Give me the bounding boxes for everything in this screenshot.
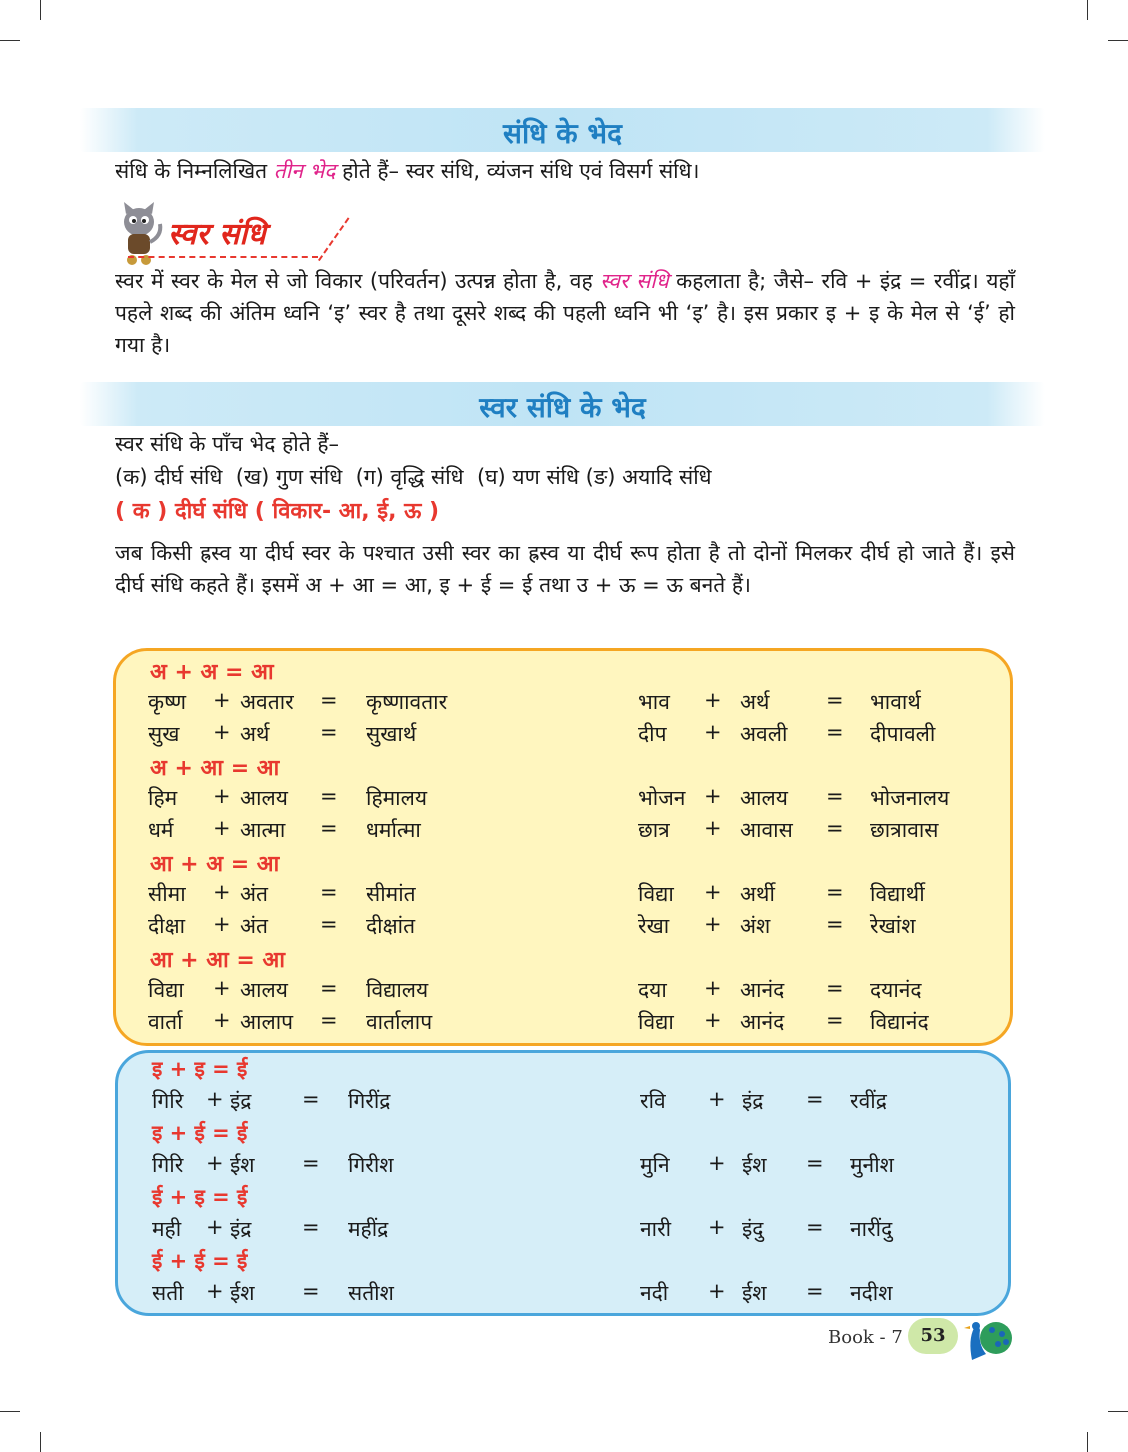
plus-sign: + [206,1279,224,1303]
word-2: अंश [740,914,771,938]
equals-sign: = [806,1215,824,1239]
dirgh-sandhi-paragraph: जब किसी ह्रस्व या दीर्घ स्वर के पश्चात उसी स्वर का ह्रस्व या दीर्घ रूप होता है तो दोनों मिलकर दीर्घ हो जाते हैं। इसे दीर्घ संधि कहते हैं। इसमें अ + आ = आ, इ + ई = ई तथा उ + ऊ = ऊ बनते हैं। [115,541,1015,597]
word-2: अंत [240,914,269,938]
rule-heading: ई + ई = ई [152,1249,248,1273]
word-2: ईश [742,1281,767,1305]
plus-sign: + [206,1151,224,1175]
word-1: भाव [638,690,670,714]
word-2: अवतार [240,690,294,714]
word-1: भोजन [638,786,686,810]
word-2: आलय [240,786,288,810]
plus-sign: + [206,1087,224,1111]
result-word: सीमांत [366,882,416,906]
word-1: विद्या [638,1010,674,1034]
plus-sign: + [213,976,231,1000]
plus-sign: + [708,1087,726,1111]
result-word: नदीश [850,1281,893,1305]
rule-heading: आ + आ = आ [150,948,285,973]
plus-sign: + [704,912,722,936]
plus-sign: + [213,1008,231,1032]
plus-sign: + [708,1215,726,1239]
word-1: रवि [640,1089,666,1113]
word-2: आवास [740,818,793,842]
word-1: दीक्षा [148,914,186,938]
result-word: विद्यालय [366,978,429,1002]
intro-text: होते हैं– स्वर संधि, व्यंजन संधि एवं विसर्ग संधि। [335,159,700,183]
plus-sign: + [708,1279,726,1303]
equals-sign: = [320,720,338,744]
result-word: छात्रावास [870,818,939,842]
result-word: दीपावली [870,722,936,746]
paragraph-text: कहलाता है; जैसे– रवि + इंद्र = रवींद्र। यहाँ पहले शब्द की अंतिम ध्वनि ‘इ’ स्वर है तथा दूसरे शब्द की पहली ध्वनि भी ‘इ’ है। इस प्रकार इ + इ के मेल से ‘ई’ हो गया है। [115,269,1015,357]
word-1: कृष्ण [148,690,187,714]
word-1: छात्र [638,818,670,842]
types-list: (क) दीर्घ संधि (ख) गुण संधि (ग) वृद्धि संधि (घ) यण संधि (ङ) अयादि संधि [115,465,712,489]
word-1: हिम [148,786,178,810]
result-word: विद्यार्थी [870,882,925,906]
equals-sign: = [320,976,338,1000]
equals-sign: = [320,880,338,904]
equals-sign: = [806,1279,824,1303]
equals-sign: = [302,1151,320,1175]
equals-sign: = [806,1151,824,1175]
result-word: नारींदु [850,1217,893,1241]
word-1: मुनि [640,1153,670,1177]
word-1: वार्ता [148,1010,183,1034]
equals-sign: = [826,976,844,1000]
word-1: दया [638,978,667,1002]
plus-sign: + [213,784,231,808]
plus-sign: + [213,688,231,712]
rule-heading: अ + अ = आ [150,660,274,685]
word-1: सुख [148,722,180,746]
word-1: सीमा [148,882,186,906]
page-number: 53 [908,1318,958,1354]
word-1: गिरि [152,1089,184,1113]
rule-heading: इ + इ = ई [152,1057,248,1081]
word-2: अंत [240,882,269,906]
result-word: दीक्षांत [366,914,416,938]
word-2: इंदु [742,1217,764,1241]
section-banner [80,382,1045,426]
word-2: इंद्र [742,1089,764,1113]
plus-sign: + [213,912,231,936]
result-word: कृष्णावतार [366,690,448,714]
word-2: अर्थ [240,722,270,746]
plus-sign: + [704,720,722,744]
word-2: अवली [740,722,788,746]
word-2: आनंद [740,978,785,1002]
plus-sign: + [704,688,722,712]
plus-sign: + [704,784,722,808]
result-word: मुनीश [850,1153,894,1177]
word-2: इंद्र [230,1217,252,1241]
equals-sign: = [302,1215,320,1239]
equals-sign: = [826,912,844,936]
plus-sign: + [213,720,231,744]
word-2: अर्थी [740,882,775,906]
result-word: धर्मात्मा [366,818,421,842]
crop-mark [40,1432,41,1452]
word-2: अर्थ [740,690,770,714]
word-1: रेखा [638,914,670,938]
plus-sign: + [708,1151,726,1175]
crop-mark [1108,40,1128,41]
result-word: महींद्र [348,1217,389,1241]
peacock-icon [958,1310,1014,1366]
result-word: वार्तालाप [366,1010,433,1034]
heading-underline [128,256,318,258]
plus-sign: + [704,816,722,840]
crop-mark [1087,1432,1088,1452]
paragraph-text: स्वर में स्वर के मेल से जो विकार (परिवर्तन) उत्पन्न होता है, वह [115,269,601,293]
types-line: स्वर संधि के पाँच भेद होते हैं– [115,432,339,456]
result-word: विद्यानंद [870,1010,929,1034]
equals-sign: = [320,816,338,840]
word-2: आत्मा [240,818,286,842]
equals-sign: = [826,880,844,904]
word-2: ईश [742,1153,767,1177]
word-2: ईश [230,1281,255,1305]
rule-heading: आ + अ = आ [150,852,280,877]
intro-text: संधि के निम्नलिखित [115,159,274,183]
result-word: रेखांश [870,914,916,938]
result-word: सतीश [348,1281,394,1305]
dirgh-sandhi-heading: ( क ) दीर्घ संधि ( विकार- आ, ई, ऊ ) [115,499,440,524]
heading-slash [318,217,351,262]
paragraph-highlight: स्वर संधि [600,269,669,293]
result-word: गिरींद्र [348,1089,391,1113]
section-title: संधि के भेद [503,117,622,150]
result-word: सुखार्थ [366,722,417,746]
word-1: विद्या [148,978,184,1002]
word-2: आलाप [240,1010,294,1034]
word-1: नदी [640,1281,669,1305]
equals-sign: = [826,688,844,712]
equals-sign: = [826,1008,844,1032]
section-banner [80,108,1045,152]
word-2: आलय [240,978,288,1002]
equals-sign: = [320,688,338,712]
plus-sign: + [213,880,231,904]
rule-heading: इ + ई = ई [152,1121,248,1145]
equals-sign: = [320,912,338,936]
crop-mark [0,40,20,41]
equals-sign: = [806,1087,824,1111]
word-1: धर्म [148,818,174,842]
equals-sign: = [302,1279,320,1303]
result-word: रवींद्र [850,1089,887,1113]
equals-sign: = [826,720,844,744]
rule-heading: ई + इ = ई [152,1185,248,1209]
intro-paragraph [115,155,1015,187]
rule-heading: अ + आ = आ [150,756,280,781]
word-2: इंद्र [230,1089,252,1113]
section-title: स्वर संधि के भेद [479,391,646,424]
crop-mark [40,0,41,20]
plus-sign: + [704,976,722,1000]
crop-mark [0,1411,20,1412]
word-1: मही [152,1217,182,1241]
word-1: दीप [638,722,667,746]
word-2: आलय [740,786,788,810]
swar-sandhi-heading: स्वर संधि [168,217,266,252]
result-word: गिरीश [348,1153,394,1177]
word-1: गिरि [152,1153,184,1177]
equals-sign: = [826,784,844,808]
word-1: नारी [640,1217,672,1241]
plus-sign: + [206,1215,224,1239]
word-2: ईश [230,1153,255,1177]
word-1: सती [152,1281,184,1305]
crop-mark [1087,0,1088,20]
plus-sign: + [704,880,722,904]
equals-sign: = [826,816,844,840]
word-2: आनंद [740,1010,785,1034]
equals-sign: = [302,1087,320,1111]
equals-sign: = [320,784,338,808]
intro-highlight: तीन भेद [273,159,336,183]
book-label: Book - 7 [828,1327,903,1348]
swar-sandhi-paragraph [115,265,1015,361]
plus-sign: + [704,1008,722,1032]
result-word: हिमालय [366,786,428,810]
result-word: दयानंद [870,978,922,1002]
plus-sign: + [213,816,231,840]
equals-sign: = [320,1008,338,1032]
result-word: भोजनालय [870,786,950,810]
result-word: भावार्थ [870,690,921,714]
word-1: विद्या [638,882,674,906]
crop-mark [1108,1411,1128,1412]
